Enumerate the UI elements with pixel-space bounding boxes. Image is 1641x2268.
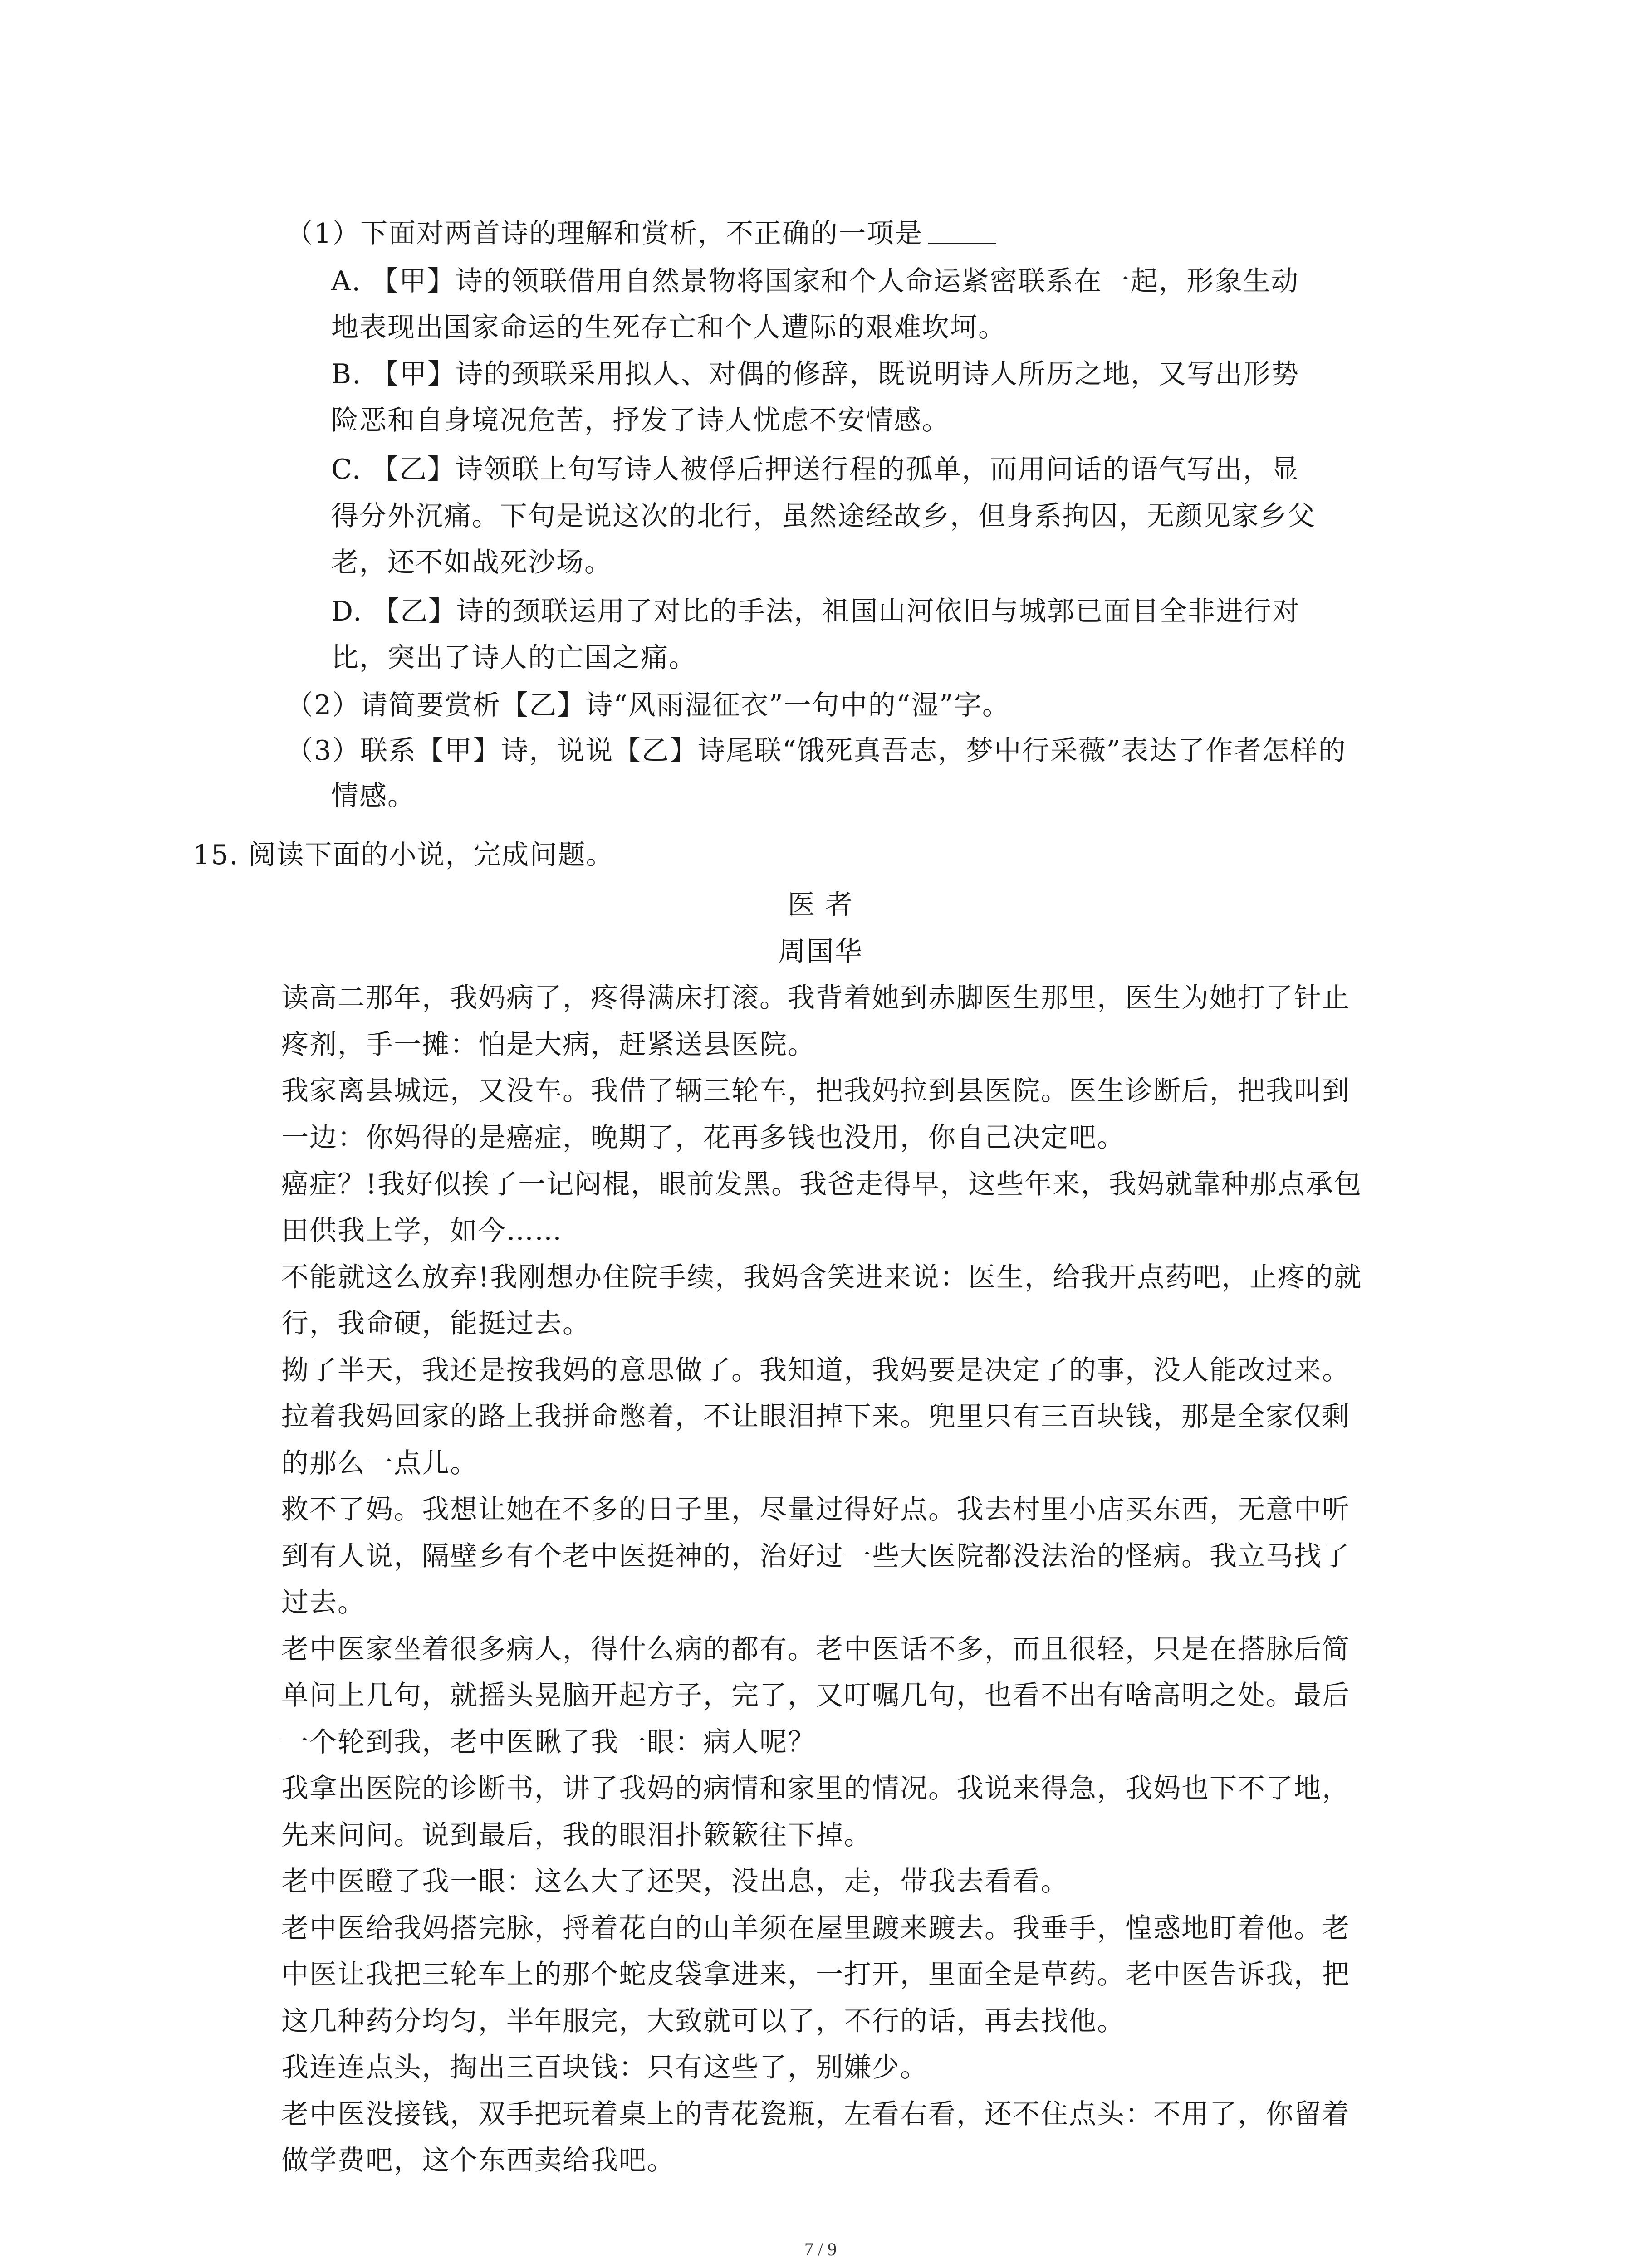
story-line: 单问上几句，就摇头晃脑开起方子，完了，又叮嘱几句，也看不出有啥高明之处。最后: [281, 1680, 1350, 1711]
story-line: 疼剂，手一摊：怕是大病，赶紧送县医院。: [281, 1029, 816, 1061]
story-line: 老中医没接钱，双手把玩着桌上的青花瓷瓶，左看右看，还不住点头：不用了，你留着: [281, 2098, 1350, 2130]
q15-stem: 15. 阅读下面的小说，完成问题。: [193, 839, 614, 871]
story-line: 拗了半天，我还是按我妈的意思做了。我知道，我妈要是决定了的事，没人能改过来。: [281, 1354, 1350, 1386]
q14-option-c-line2: 得分外沉痛。下句是说这次的北行，虽然途经故乡，但身系拘囚，无颜见家乡父: [331, 500, 1316, 532]
story-line: 老中医家坐着很多病人，得什么病的都有。老中医话不多，而且很轻，只是在搭脉后简: [281, 1633, 1350, 1665]
answer-blank[interactable]: [928, 215, 996, 244]
q14-option-d-line1: D. 【乙】诗的颈联运用了对比的手法，祖国山河依旧与城郭已面目全非进行对: [331, 596, 1301, 627]
story-line: 做学费吧，这个东西卖给我吧。: [281, 2145, 675, 2176]
story-line: 读高二那年，我妈病了，疼得满床打滚。我背着她到赤脚医生那里，医生为她打了针止: [281, 982, 1350, 1014]
story-line: 中医让我把三轮车上的那个蛇皮袋拿进来，一打开，里面全是草药。老中医告诉我，把: [281, 1959, 1350, 1990]
story-line: 一边：你妈得的是癌症，晚期了，花再多钱也没用，你自己决定吧。: [281, 1122, 1125, 1154]
story-line: 不能就这么放弃!我刚想办住院手续，我妈含笑进来说：医生，给我开点药吧，止疼的就: [281, 1261, 1362, 1293]
story-line: 行，我命硬，能挺过去。: [281, 1308, 591, 1339]
story-line: 老中医瞪了我一眼：这么大了还哭，没出息，走，带我去看看。: [281, 1866, 1069, 1897]
q14-option-b-line1: B. 【甲】诗的颈联采用拟人、对偶的修辞，既说明诗人所历之地，又写出形势: [331, 358, 1300, 390]
story-line: 到有人说，隔壁乡有个老中医挺神的，治好过一些大医院都没法治的怪病。我立马找了: [281, 1540, 1350, 1572]
q14-option-a-line1: A. 【甲】诗的领联借用自然景物将国家和个人命运紧密联系在一起，形象生动: [331, 265, 1299, 297]
q14-sub3-line1: （3）联系【甲】诗，说说【乙】诗尾联“饿死真吾志，梦中行采薇”表达了作者怎样的: [286, 735, 1347, 767]
story-line: 先来问问。说到最后，我的眼泪扑簌簌往下掉。: [281, 1819, 872, 1851]
story-line: 我连连点头，掏出三百块钱：只有这些了，别嫌少。: [281, 2052, 928, 2083]
story-line: 救不了妈。我想让她在不多的日子里，尽量过得好点。我去村里小店买东西，无意中听: [281, 1494, 1350, 1525]
story-line: 拉着我妈回家的路上我拼命憋着，不让眼泪掉下来。兜里只有三百块钱，那是全家仅剩: [281, 1401, 1350, 1432]
story-title: 医 者: [787, 889, 854, 921]
story-line: 老中医给我妈搭完脉，捋着花白的山羊须在屋里踱来踱去。我垂手，惶惑地盯着他。老: [281, 1912, 1350, 1944]
story-line: 田供我上学，如今……: [281, 1215, 563, 1246]
story-line: 这几种药分均匀，半年服完，大致就可以了，不行的话，再去找他。: [281, 2005, 1125, 2037]
story-line: 过去。: [281, 1587, 366, 1618]
q14-option-a-line2: 地表现出国家命运的生死存亡和个人遭际的艰难坎坷。: [331, 312, 1006, 343]
q14-sub1-stem: （1）下面对两首诗的理解和赏析，不正确的一项是: [286, 211, 996, 256]
q14-option-d-line2: 比，突出了诗人的亡国之痛。: [331, 642, 697, 674]
page-number: 7 / 9: [804, 2239, 837, 2259]
story-line: 一个轮到我，老中医瞅了我一眼：病人呢？: [281, 1726, 816, 1758]
q14-sub2: （2）请简要赏析【乙】诗“风雨湿征衣”一句中的“湿”字。: [286, 689, 1010, 721]
q14-option-c-line3: 老，还不如战死沙场。: [331, 547, 612, 578]
q14-sub3-line2: 情感。: [331, 780, 416, 812]
story-author: 周国华: [778, 936, 863, 968]
story-line: 的那么一点儿。: [281, 1447, 478, 1479]
q14-option-b-line2: 险恶和自身境况危苦，抒发了诗人忧虑不安情感。: [331, 405, 950, 436]
story-line: 癌症？!我好似挨了一记闷棍，眼前发黑。我爸走得早，这些年来，我妈就靠种那点承包: [281, 1168, 1362, 1200]
story-line: 我拿出医院的诊断书，讲了我妈的病情和家里的情况。我说来得急，我妈也下不了地，: [281, 1773, 1350, 1804]
q14-option-c-line1: C. 【乙】诗领联上句写诗人被俘后押送行程的孤单，而用问话的语气写出，显: [331, 454, 1299, 485]
story-line: 我家离县城远，又没车。我借了辆三轮车，把我妈拉到县医院。医生诊断后，把我叫到: [281, 1075, 1350, 1107]
